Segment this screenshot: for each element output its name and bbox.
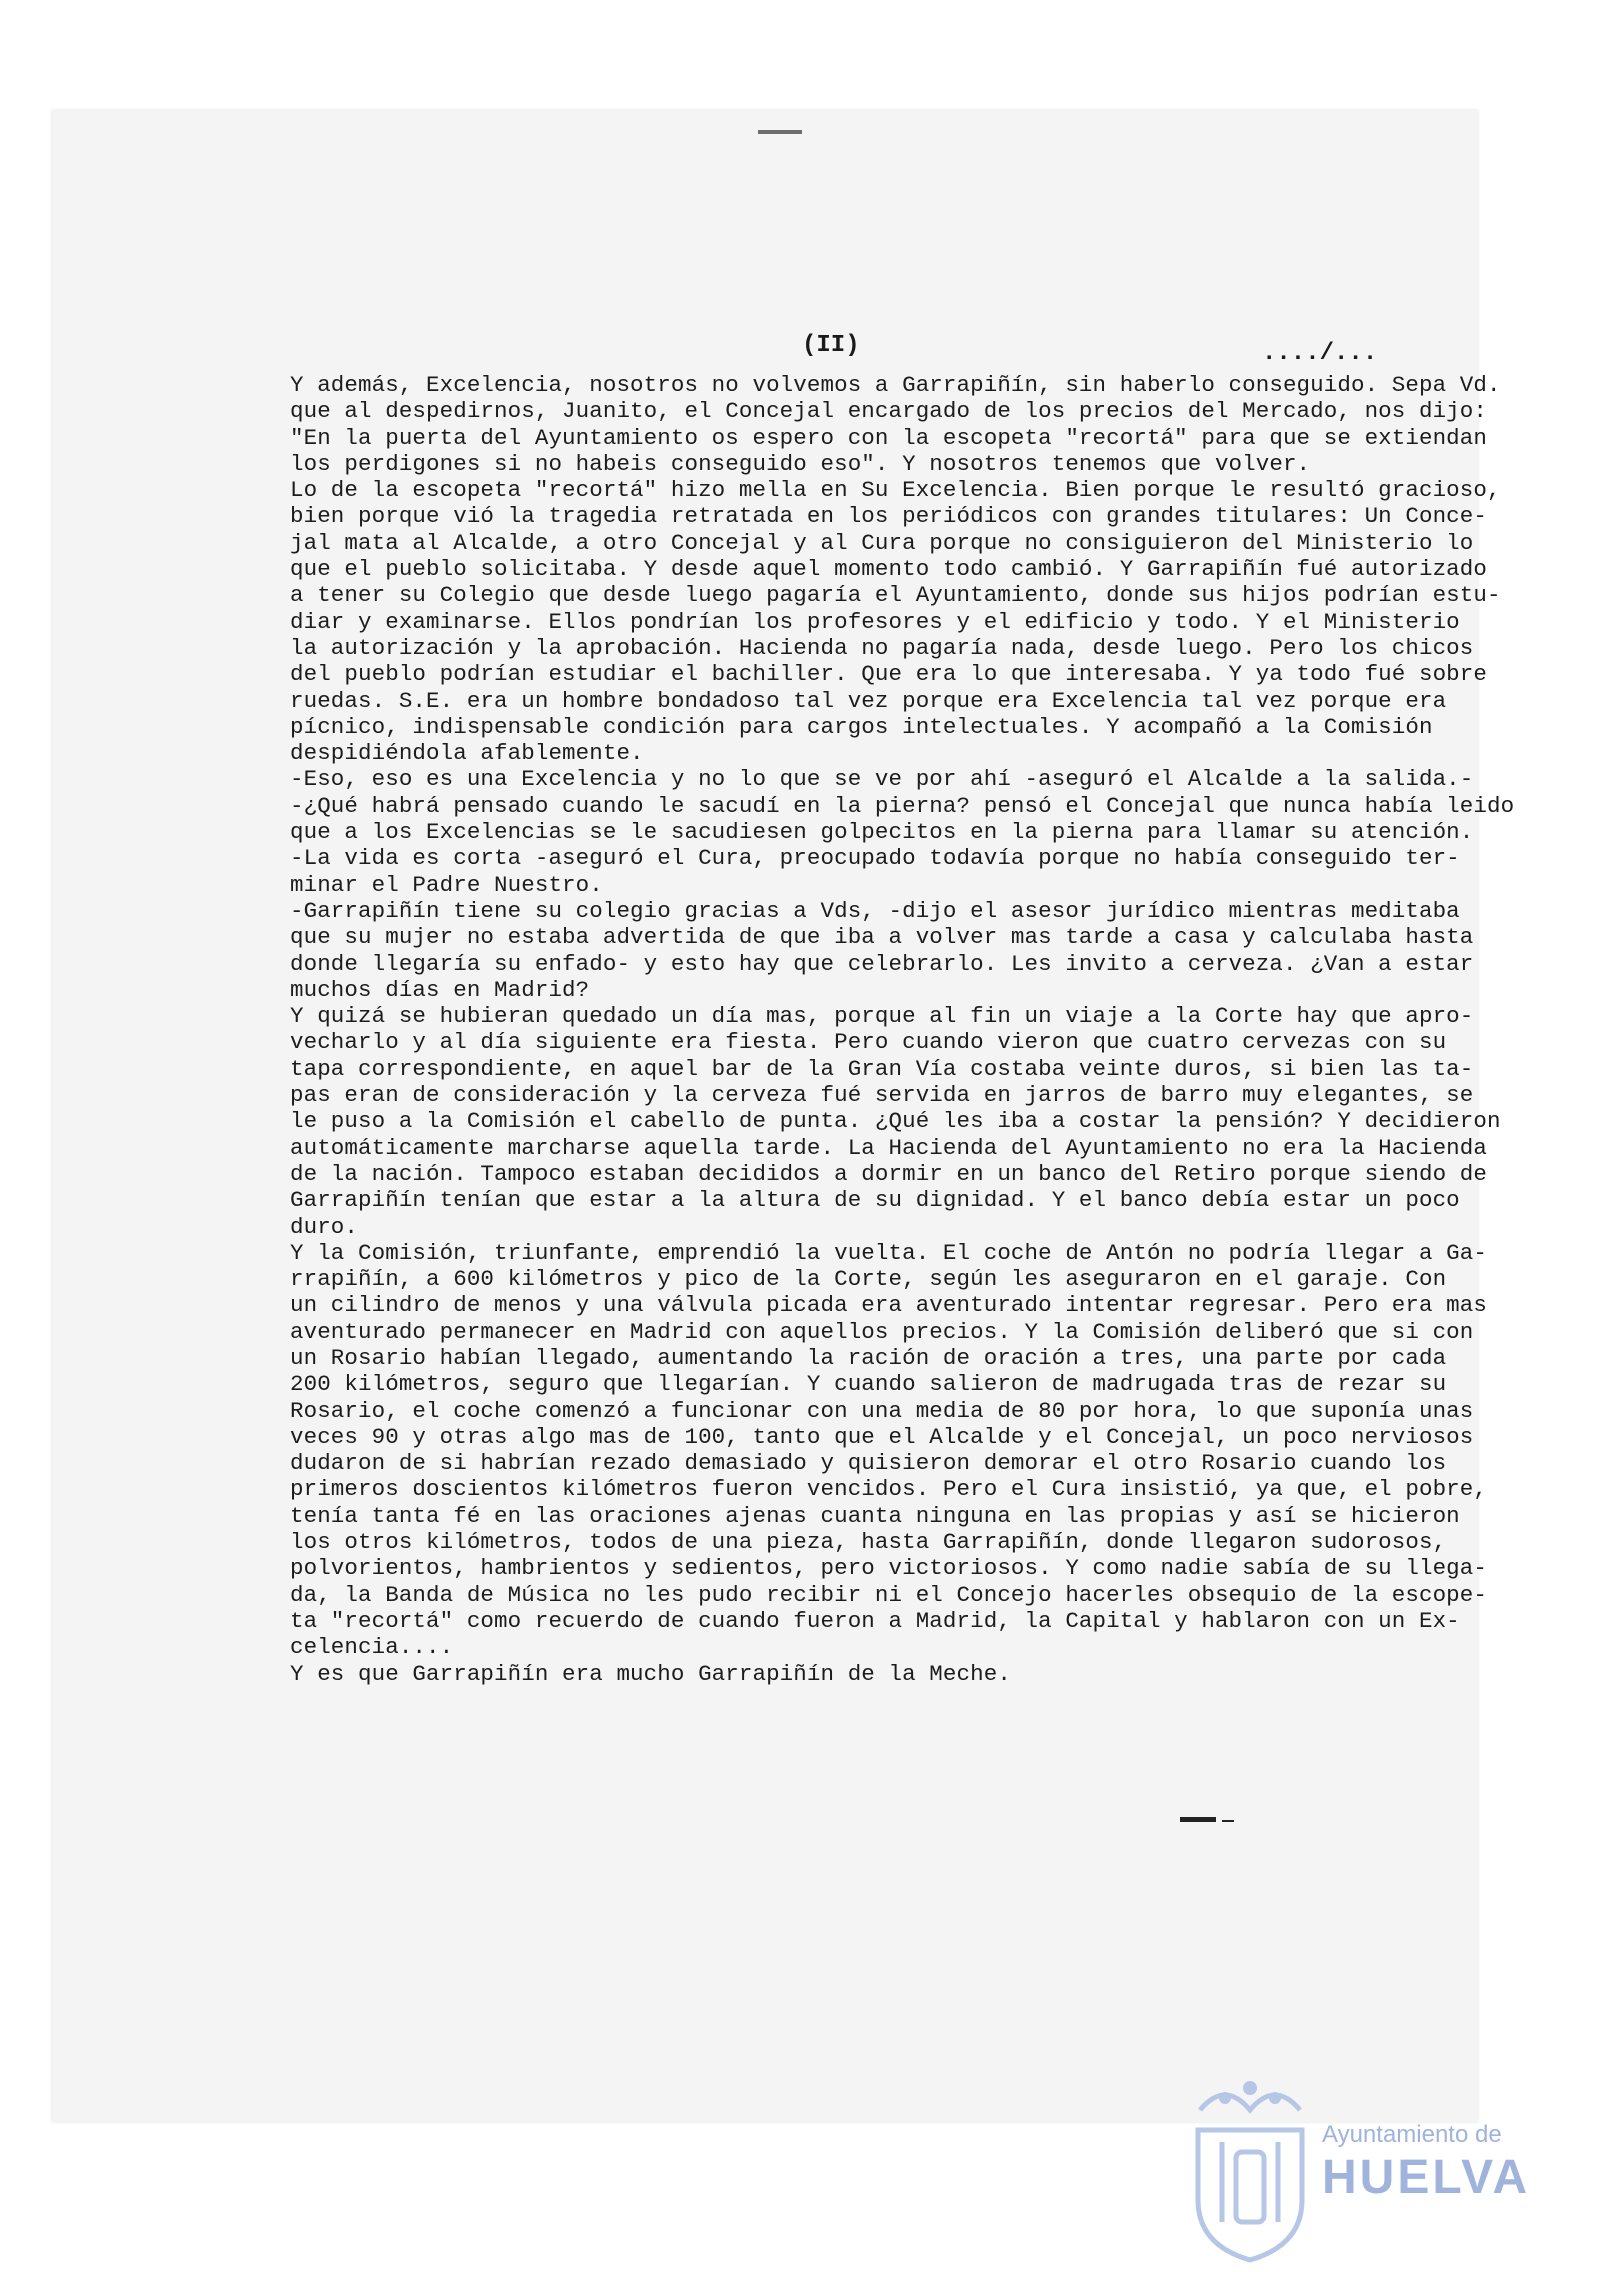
text-line: rrapiñín, a 600 kilómetros y pico de la Corte, según les aseguraron en el garaje. Con xyxy=(290,1266,1447,1293)
text-line: da, la Banda de Música no les pudo recibir ni el Concejo hacerles obsequio de la escope- xyxy=(290,1581,1487,1608)
text-line: a tener su Colegio que desde luego pagaría el Ayuntamiento, donde sus hijos podrían estu- xyxy=(290,582,1501,609)
text-line: del pueblo podrían estudiar el bachiller. Que era lo que interesaba. Y ya todo fué sobre xyxy=(290,661,1487,688)
text-line: la autorización y la aprobación. Hacienda no pagaría nada, desde luego. Pero los chicos xyxy=(290,634,1474,661)
text-line: veces 90 y otras algo mas de 100, tanto que el Alcalde y el Concejal, un poco nerviosos xyxy=(290,1423,1474,1450)
text-line: "En la puerta del Ayuntamiento os espero con la escopeta "recortá" para que se extiendan xyxy=(290,424,1487,451)
text-line: despidiéndola afablemente. xyxy=(290,740,644,767)
text-line: donde llegaría su enfado- y esto hay que celebrarlo. Les invito a cerveza. ¿Van a estar xyxy=(290,950,1474,977)
text-line: ta "recortá" como recuerdo de cuando fueron a Madrid, la Capital y hablaron con un Ex- xyxy=(290,1607,1460,1634)
text-line: le puso a la Comisión el cabello de punta. ¿Qué les iba a costar la pensión? Y decidieron xyxy=(290,1108,1501,1135)
text-line: -Eso, eso es una Excelencia y no lo que se ve por ahí -aseguró el Alcalde a la salida.- xyxy=(290,766,1474,793)
text-line: pas eran de consideración y la cerveza fué servida en jarros de barro muy elegantes, se xyxy=(290,1082,1474,1109)
continuation-mark: ..../... xyxy=(1262,340,1378,367)
text-line: primeros doscientos kilómetros fueron vencidos. Pero el Cura insistió, ya que, el pobre, xyxy=(290,1476,1487,1503)
watermark-line1: Ayuntamiento de xyxy=(1322,2121,1502,2148)
text-line: que su mujer no estaba advertida de que iba a volver mas tarde a casa y calculaba hasta xyxy=(290,924,1474,951)
watermark-line2: HUELVA xyxy=(1322,2151,1531,2204)
text-line: minar el Padre Nuestro. xyxy=(290,871,603,898)
text-line: aventurado permanecer en Madrid con aquellos precios. Y la Comisión deliberó que si con xyxy=(290,1318,1474,1345)
text-line: -La vida es corta -aseguró el Cura, preocupado todavía porque no había conseguido ter- xyxy=(290,845,1460,872)
text-line: Lo de la escopeta "recortá" hizo mella en Su Excelencia. Bien porque le resultó gracioso, xyxy=(290,477,1501,504)
bottom-ink-mark xyxy=(1180,1817,1216,1822)
text-line: celencia.... xyxy=(290,1634,454,1661)
text-line: los perdigones si no habeis conseguido eso". Y nosotros tenemos que volver. xyxy=(290,450,1311,477)
text-line: que al despedirnos, Juanito, el Concejal encargado de los precios del Mercado, nos dijo: xyxy=(290,398,1487,425)
text-line: Y quizá se hubieran quedado un día mas, porque al fin un viaje a la Corte hay que apro- xyxy=(290,1003,1474,1030)
text-line: vecharlo y al día siguiente era fiesta. Pero cuando vieron que cuatro cervezas con su xyxy=(290,1029,1447,1056)
text-line: tenía tanta fé en las oraciones ajenas cuanta ninguna en las propias y así se hicieron xyxy=(290,1502,1460,1529)
top-ink-mark xyxy=(758,130,802,134)
text-line: -¿Qué habrá pensado cuando le sacudí en la pierna? pensó el Concejal que nunca había leido xyxy=(290,792,1515,819)
text-line: automáticamente marcharse aquella tarde. La Hacienda del Ayuntamiento no era la Hacienda xyxy=(290,1134,1487,1161)
text-line: Garrapiñín tenían que estar a la altura de su dignidad. Y el banco debía estar un poco xyxy=(290,1187,1460,1214)
text-line: pícnico, indispensable condición para cargos intelectuales. Y acompañó a la Comisión xyxy=(290,713,1433,740)
text-line: -Garrapiñín tiene su colegio gracias a Vds, -dijo el asesor jurídico mientras meditaba xyxy=(290,897,1460,924)
text-line: Y es que Garrapiñín era mucho Garrapiñín de la Meche. xyxy=(290,1660,1011,1687)
text-line: dudaron de si habrían rezado demasiado y quisieron demorar el otro Rosario cuando los xyxy=(290,1450,1447,1477)
text-line: tapa correspondiente, en aquel bar de la Gran Vía costaba veinte duros, si bien las ta- xyxy=(290,1055,1474,1082)
text-line: que el pueblo solicitaba. Y desde aquel momento todo cambió. Y Garrapiñín fué autorizado xyxy=(290,556,1487,583)
text-line: duro. xyxy=(290,1213,359,1240)
text-line: ruedas. S.E. era un hombre bondadoso tal vez porque era Excelencia tal vez porque era xyxy=(290,687,1447,714)
text-line: jal mata al Alcalde, a otro Concejal y al Cura porque no consiguieron del Ministerio lo xyxy=(290,529,1474,556)
text-line: muchos días en Madrid? xyxy=(290,976,590,1003)
text-line: Y la Comisión, triunfante, emprendió la vuelta. El coche de Antón no podría llegar a Ga- xyxy=(290,1239,1487,1266)
text-line: un cilindro de menos y una válvula picada era aventurado intentar regresar. Pero era mas xyxy=(290,1292,1487,1319)
text-line: bien porque vió la tragedia retratada en los periódicos con grandes titulares: Un Conce- xyxy=(290,503,1487,530)
text-line: polvorientos, hambrientos y sedientos, pero victoriosos. Y como nadie sabía de su llega- xyxy=(290,1555,1487,1582)
text-line: 200 kilómetros, seguro que llegarían. Y cuando salieron de madrugada tras de rezar su xyxy=(290,1371,1447,1398)
text-line: un Rosario habían llegado, aumentando la ración de oración a tres, una parte por cada xyxy=(290,1344,1447,1371)
document-body xyxy=(290,372,1515,1687)
text-line: diar y examinarse. Ellos pondrían los profesores y el edificio y todo. Y el Ministerio xyxy=(290,608,1460,635)
text-line: Rosario, el coche comenzó a funcionar con una media de 80 por hora, lo que suponía unas xyxy=(290,1397,1474,1424)
text-line: los otros kilómetros, todos de una pieza, hasta Garrapiñín, donde llegaron sudorosos, xyxy=(290,1529,1447,1556)
text-line: Y además, Excelencia, nosotros no volvemos a Garrapiñín, sin haberlo conseguido. Sepa Vd. xyxy=(290,372,1501,398)
bottom-ink-mark-small xyxy=(1222,1820,1234,1822)
text-line: de la nación. Tampoco estaban decididos a dormir en un banco del Retiro porque siendo de xyxy=(290,1160,1487,1187)
page-number: (II) xyxy=(802,332,860,359)
text-line: que a los Excelencias se le sacudiesen golpecitos en la pierna para llamar su atención. xyxy=(290,819,1474,846)
